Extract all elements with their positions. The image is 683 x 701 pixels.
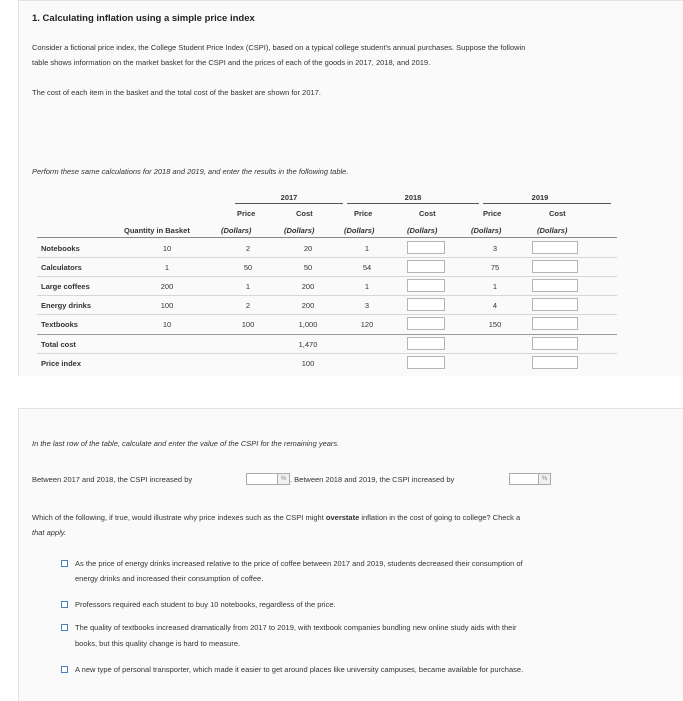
option-1-line1: As the price of energy drinks increased relative to the price of coffee between 2017 and 2019, students decreased their consumption of [75, 559, 523, 568]
year-2019-underline [483, 203, 611, 204]
row-divider [37, 295, 617, 296]
qty-energy-drinks: 100 [160, 301, 174, 310]
row-divider [37, 257, 617, 258]
cost2019-textbooks-input[interactable] [532, 317, 578, 330]
intro-text-line2: table shows information on the market basket for the CSPI and the prices of each of the goods in 2017, 2018, and 2019. [32, 58, 431, 67]
cost2018-large-coffees-input[interactable] [407, 279, 445, 292]
option-4-line1: A new type of personal transporter, which made it easier to get around places like university campuses, became available for purchase. [75, 665, 524, 674]
option-checkbox-1[interactable] [61, 560, 68, 567]
dollars-price-2019: (Dollars) [471, 226, 502, 235]
total-divider [37, 334, 617, 335]
row-divider [37, 276, 617, 277]
cost2019-energy-drinks-input[interactable] [532, 298, 578, 311]
year-2018-header: 2018 [404, 193, 422, 202]
dollars-cost-2018: (Dollars) [407, 226, 438, 235]
cost2017-large-coffees: 200 [301, 282, 315, 291]
dollars-price-2018: (Dollars) [344, 226, 375, 235]
increase-2018-2019-input[interactable] [509, 473, 539, 485]
price2017-notebooks: 2 [245, 244, 251, 253]
option-2-line1: Professors required each student to buy 10 notebooks, regardless of the price. [75, 600, 336, 609]
cost2017-calculators: 50 [303, 263, 313, 272]
follow-up-panel [18, 408, 683, 701]
total-cost-2017: 1,470 [298, 340, 318, 349]
price2018-textbooks: 120 [360, 320, 374, 329]
price2018-notebooks: 1 [364, 244, 370, 253]
intro-text-line3: The cost of each item in the basket and the total cost of the basket are shown for 2017. [32, 88, 321, 97]
cost2019-notebooks-input[interactable] [532, 241, 578, 254]
option-3-line1: The quality of textbooks increased dramatically from 2017 to 2019, with textbook companies bundling new online study aids with their [75, 623, 517, 632]
cost-2019-header: Cost [549, 209, 566, 218]
overstate-question-line1 [32, 513, 520, 522]
price2018-large-coffees: 1 [364, 282, 370, 291]
price2019-notebooks: 3 [492, 244, 498, 253]
row-divider [37, 353, 617, 354]
price2017-textbooks: 100 [241, 320, 255, 329]
cost2019-calculators-input[interactable] [532, 260, 578, 273]
cost2018-energy-drinks-input[interactable] [407, 298, 445, 311]
row-divider [37, 314, 617, 315]
option-checkbox-4[interactable] [61, 666, 68, 673]
problem-title: 1. Calculating inflation using a simple price index [32, 13, 255, 24]
question-panel [18, 0, 683, 376]
perform-instruction: Perform these same calculations for 2018 and 2019, and enter the results in the following table. [32, 167, 349, 176]
cost2017-notebooks: 20 [303, 244, 313, 253]
header-divider [37, 237, 617, 238]
total-cost-2019-input[interactable] [532, 337, 578, 350]
row-label-textbooks: Textbooks [41, 320, 78, 329]
total-cost-2018-input[interactable] [407, 337, 445, 350]
price-index-2017: 100 [301, 359, 315, 368]
dollars-cost-2017: (Dollars) [284, 226, 315, 235]
cost2018-textbooks-input[interactable] [407, 317, 445, 330]
cost2018-notebooks-input[interactable] [407, 241, 445, 254]
price2019-calculators: 75 [490, 263, 500, 272]
question-pre: Which of the following, if true, would illustrate why price indexes such as the CSPI might [32, 513, 326, 522]
cost-2017-header: Cost [296, 209, 313, 218]
price2019-large-coffees: 1 [492, 282, 498, 291]
year-2018-underline [347, 203, 479, 204]
year-2019-header: 2019 [531, 193, 549, 202]
price2018-energy-drinks: 3 [364, 301, 370, 310]
year-2017-underline [235, 203, 343, 204]
cost2017-textbooks: 1,000 [298, 320, 318, 329]
row-label-notebooks: Notebooks [41, 244, 80, 253]
option-checkbox-3[interactable] [61, 624, 68, 631]
between-2018-2019-text: . Between 2018 and 2019, the CSPI increased by [290, 475, 455, 484]
qty-calculators: 1 [164, 263, 170, 272]
price2017-energy-drinks: 2 [245, 301, 251, 310]
qty-large-coffees: 200 [160, 282, 174, 291]
price-index-2019-input[interactable] [532, 356, 578, 369]
option-1-line2: energy drinks and increased their consumption of coffee. [75, 574, 264, 583]
row-label-energy-drinks: Energy drinks [41, 301, 92, 310]
qty-notebooks: 10 [162, 244, 172, 253]
between-2017-2018-text: Between 2017 and 2018, the CSPI increased by [32, 475, 193, 484]
row-label-large-coffees: Large coffees [41, 282, 90, 291]
option-3-line2: books, but this quality change is hard to measure. [75, 639, 241, 648]
price-2019-header: Price [483, 209, 502, 218]
question-post: inflation in the cost of going to college? Check a [359, 513, 521, 522]
dollars-cost-2019: (Dollars) [537, 226, 568, 235]
intro-text-line1: Consider a fictional price index, the College Student Price Index (CSPI), based on a typical college student's annual purchases. Suppose the followin [32, 43, 526, 52]
quantity-header: Quantity in Basket [124, 226, 190, 235]
question-bold: overstate [325, 513, 360, 522]
price2019-energy-drinks: 4 [492, 301, 498, 310]
price-2017-header: Price [237, 209, 256, 218]
percent-unit-1: % [278, 473, 290, 485]
price2017-calculators: 50 [243, 263, 253, 272]
cost2017-energy-drinks: 200 [301, 301, 315, 310]
year-2017-header: 2017 [280, 193, 298, 202]
overstate-question-line2: that apply. [32, 528, 67, 537]
total-cost-label: Total cost [41, 340, 76, 349]
price2019-textbooks: 150 [488, 320, 502, 329]
price-index-2018-input[interactable] [407, 356, 445, 369]
increase-2017-2018-input[interactable] [246, 473, 278, 485]
row-label-calculators: Calculators [41, 263, 82, 272]
percent-unit-2: % [539, 473, 551, 485]
option-checkbox-2[interactable] [61, 601, 68, 608]
cost2018-calculators-input[interactable] [407, 260, 445, 273]
price-2018-header: Price [354, 209, 373, 218]
price2017-large-coffees: 1 [245, 282, 251, 291]
dollars-price-2017: (Dollars) [221, 226, 252, 235]
price-index-label: Price index [41, 359, 82, 368]
qty-textbooks: 10 [162, 320, 172, 329]
price2018-calculators: 54 [362, 263, 372, 272]
cost2019-large-coffees-input[interactable] [532, 279, 578, 292]
cost-2018-header: Cost [419, 209, 436, 218]
cspi-instruction: In the last row of the table, calculate and enter the value of the CSPI for the remaining years. [32, 439, 340, 448]
